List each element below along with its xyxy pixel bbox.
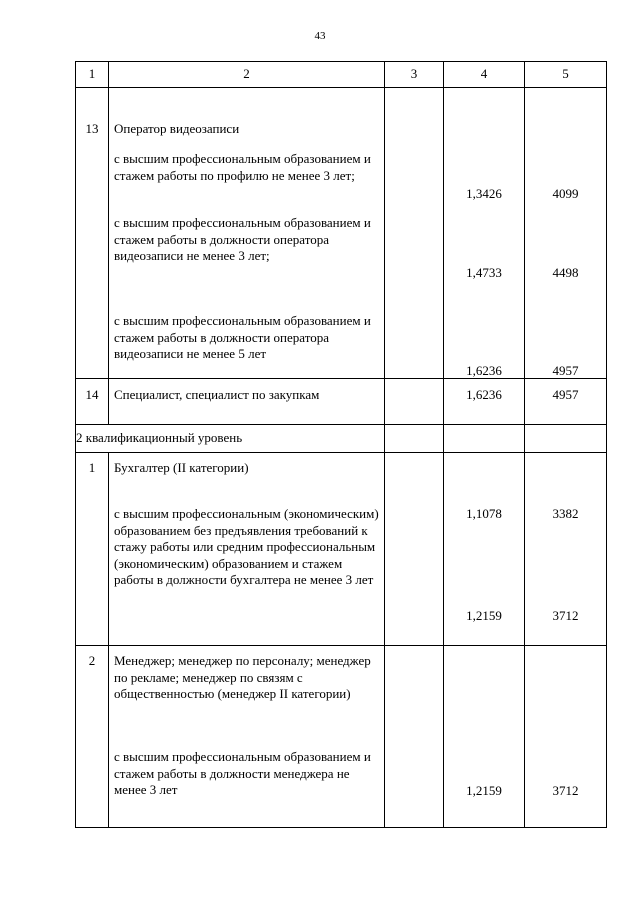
position-cell xyxy=(109,88,385,379)
salary-value: 4498 xyxy=(552,265,579,280)
table-row xyxy=(76,646,607,828)
table-row xyxy=(76,379,607,425)
coefficient-value: 1,4733 xyxy=(466,265,502,280)
position-cell xyxy=(109,646,385,828)
header-col-3: 3 xyxy=(385,62,444,88)
row-number-cell xyxy=(76,646,109,828)
coefficient-cell xyxy=(444,453,525,646)
tariff-table xyxy=(75,61,607,828)
empty-cell xyxy=(385,88,444,379)
salary-value: 4957 xyxy=(552,363,579,378)
row-number: 13 xyxy=(85,121,99,136)
salary-value: 3712 xyxy=(552,608,579,623)
salary-cell xyxy=(525,88,607,379)
coefficient-value: 1,6236 xyxy=(466,363,502,378)
position-title: Оператор видеозаписи xyxy=(114,121,240,136)
position-cell xyxy=(109,379,385,425)
header-col-4: 4 xyxy=(444,62,525,88)
salary-cell xyxy=(525,646,607,828)
coefficient-value: 1,1078 xyxy=(466,506,502,521)
empty-cell xyxy=(385,646,444,828)
coefficient-value: 1,3426 xyxy=(466,186,502,201)
row-number-cell xyxy=(76,88,109,379)
salary-cell xyxy=(525,453,607,646)
empty-cell xyxy=(525,425,607,453)
page-number: 43 xyxy=(314,30,326,42)
empty-cell xyxy=(385,379,444,425)
position-requirement: с высшим профессиональным образованием и стажем работы в должности оператора видеозаписи не менее 5 лет xyxy=(114,313,371,361)
table-row xyxy=(76,453,607,646)
position-requirement: с высшим профессиональным образованием и стажем работы в должности оператора видеозаписи не менее 3 лет; xyxy=(114,215,371,263)
header-col-1: 1 xyxy=(76,62,109,88)
row-number: 14 xyxy=(85,387,99,402)
row-number: 1 xyxy=(88,460,96,475)
salary-value: 4099 xyxy=(552,186,579,201)
header-row xyxy=(76,62,607,88)
position-cell xyxy=(109,453,385,646)
empty-cell xyxy=(444,425,525,453)
salary-value: 4957 xyxy=(552,387,579,402)
row-number-cell xyxy=(76,379,109,425)
coefficient-cell xyxy=(444,646,525,828)
row-number: 2 xyxy=(88,653,96,668)
qualification-level-row xyxy=(76,425,607,453)
coefficient-value: 1,2159 xyxy=(466,608,502,623)
coefficient-cell xyxy=(444,379,525,425)
header-col-5: 5 xyxy=(525,62,607,88)
empty-cell xyxy=(385,425,444,453)
row-number-cell xyxy=(76,453,109,646)
coefficient-cell xyxy=(444,88,525,379)
position-requirement: с высшим профессиональным образованием и стажем работы в должности менеджера не менее 3 лет xyxy=(114,749,371,797)
salary-value: 3382 xyxy=(552,506,579,521)
empty-cell xyxy=(385,453,444,646)
coefficient-value: 1,2159 xyxy=(466,783,502,798)
position-title: Специалист, специалист по закупкам xyxy=(114,387,320,402)
header-col-2: 2 xyxy=(109,62,385,88)
position-title: Бухгалтер (II категории) xyxy=(114,460,249,475)
qualification-level: 2 квалификационный уровень xyxy=(76,425,385,453)
table-row xyxy=(76,88,607,379)
salary-value: 3712 xyxy=(552,783,579,798)
position-title: Менеджер; менеджер по персоналу; менеджер по рекламе; менеджер по связям с общественностью (менеджер II категории) xyxy=(114,653,371,701)
position-requirement: с высшим профессиональным образованием и стажем работы по профилю не менее 3 лет; xyxy=(114,151,371,183)
salary-cell xyxy=(525,379,607,425)
position-requirement: с высшим профессиональным (экономическим) образованием без предъявления требований к стажу работы или средним профессиональным (экономическим) образованием и стажем работы в должности бухгалтера не менее 3 лет xyxy=(114,506,379,587)
coefficient-value: 1,6236 xyxy=(466,387,502,402)
